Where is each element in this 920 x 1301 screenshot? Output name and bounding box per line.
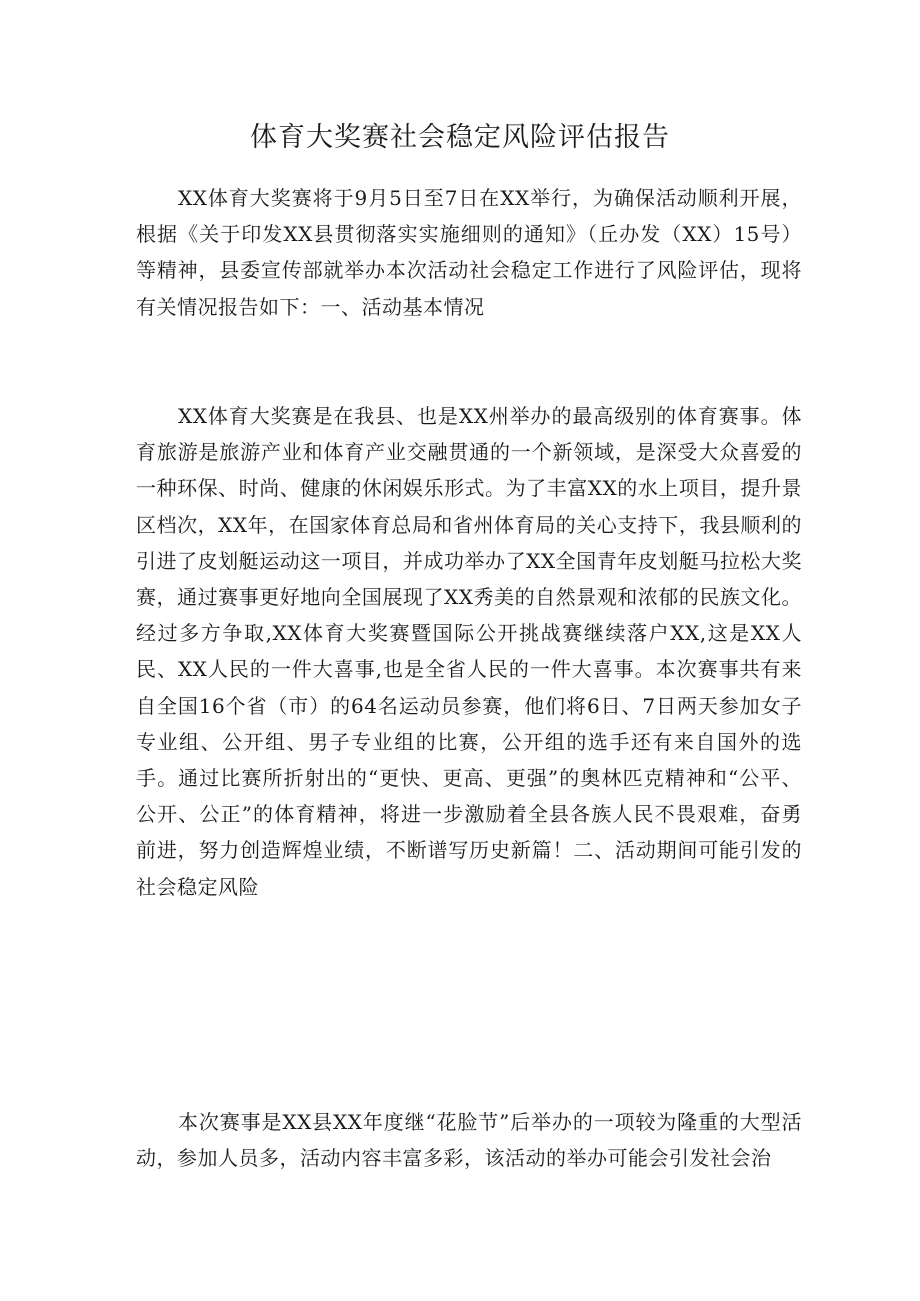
paragraph-risk-intro: 本次赛事是XX县XX年度继“花脸节”后举办的一项较为隆重的大型活动，参加人员多，活动内容丰富多彩，该活动的举办可能会引发社会治	[136, 1110, 802, 1171]
paragraph-event-overview: XX体育大奖赛是在我县、也是XX州举办的最高级别的体育赛事。体育旅游是旅游产业和体育产业交融贯通的一个新领域，是深受大众喜爱的一种环保、时尚、健康的休闲娱乐形式。为了丰富XX的水上项目，提升景区档次，XX年，在国家体育总局和省州体育局的关心支持下，我县顺利的引进了皮划艇运动这一项目，并成功举办了XX全国青年皮划艇马拉松大奖赛，通过赛事更好地向全国展现了XX秀美的自然景观和浓郁的民族文化。经过多方争取,XX体育大奖赛暨国际公开挑战赛继续落户XX,这是XX人民、XX人民的一件大喜事,也是全省人民的一件大喜事。本次赛事共有来自全国16个省（市）的64名运动员参赛，他们将6日、7日两天参加女子专业组、公开组、男子专业组的比赛，公开组的选手还有来自国外的选手。通过比赛所折射出的“更快、更高、更强”的奥林匹克精神和“公平、公开、公正”的体育精神，将进一步激励着全县各族人民不畏艰难，奋勇前进，努力创造辉煌业绩，不断谱写历史新篇！二、活动期间可能引发的社会稳定风险	[136, 404, 802, 899]
paragraph-intro: XX体育大奖赛将于9月5日至7日在XX举行，为确保活动顺利开展，根据《关于印发XX县贯彻落实实施细则的通知》（丘办发（XX）15号）等精神，县委宣传部就举办本次活动社会稳定工作进行了风险评估，现将有关情况报告如下：一、活动基本情况	[136, 186, 802, 319]
document-title: 体育大奖赛社会稳定风险评估报告	[250, 122, 670, 153]
